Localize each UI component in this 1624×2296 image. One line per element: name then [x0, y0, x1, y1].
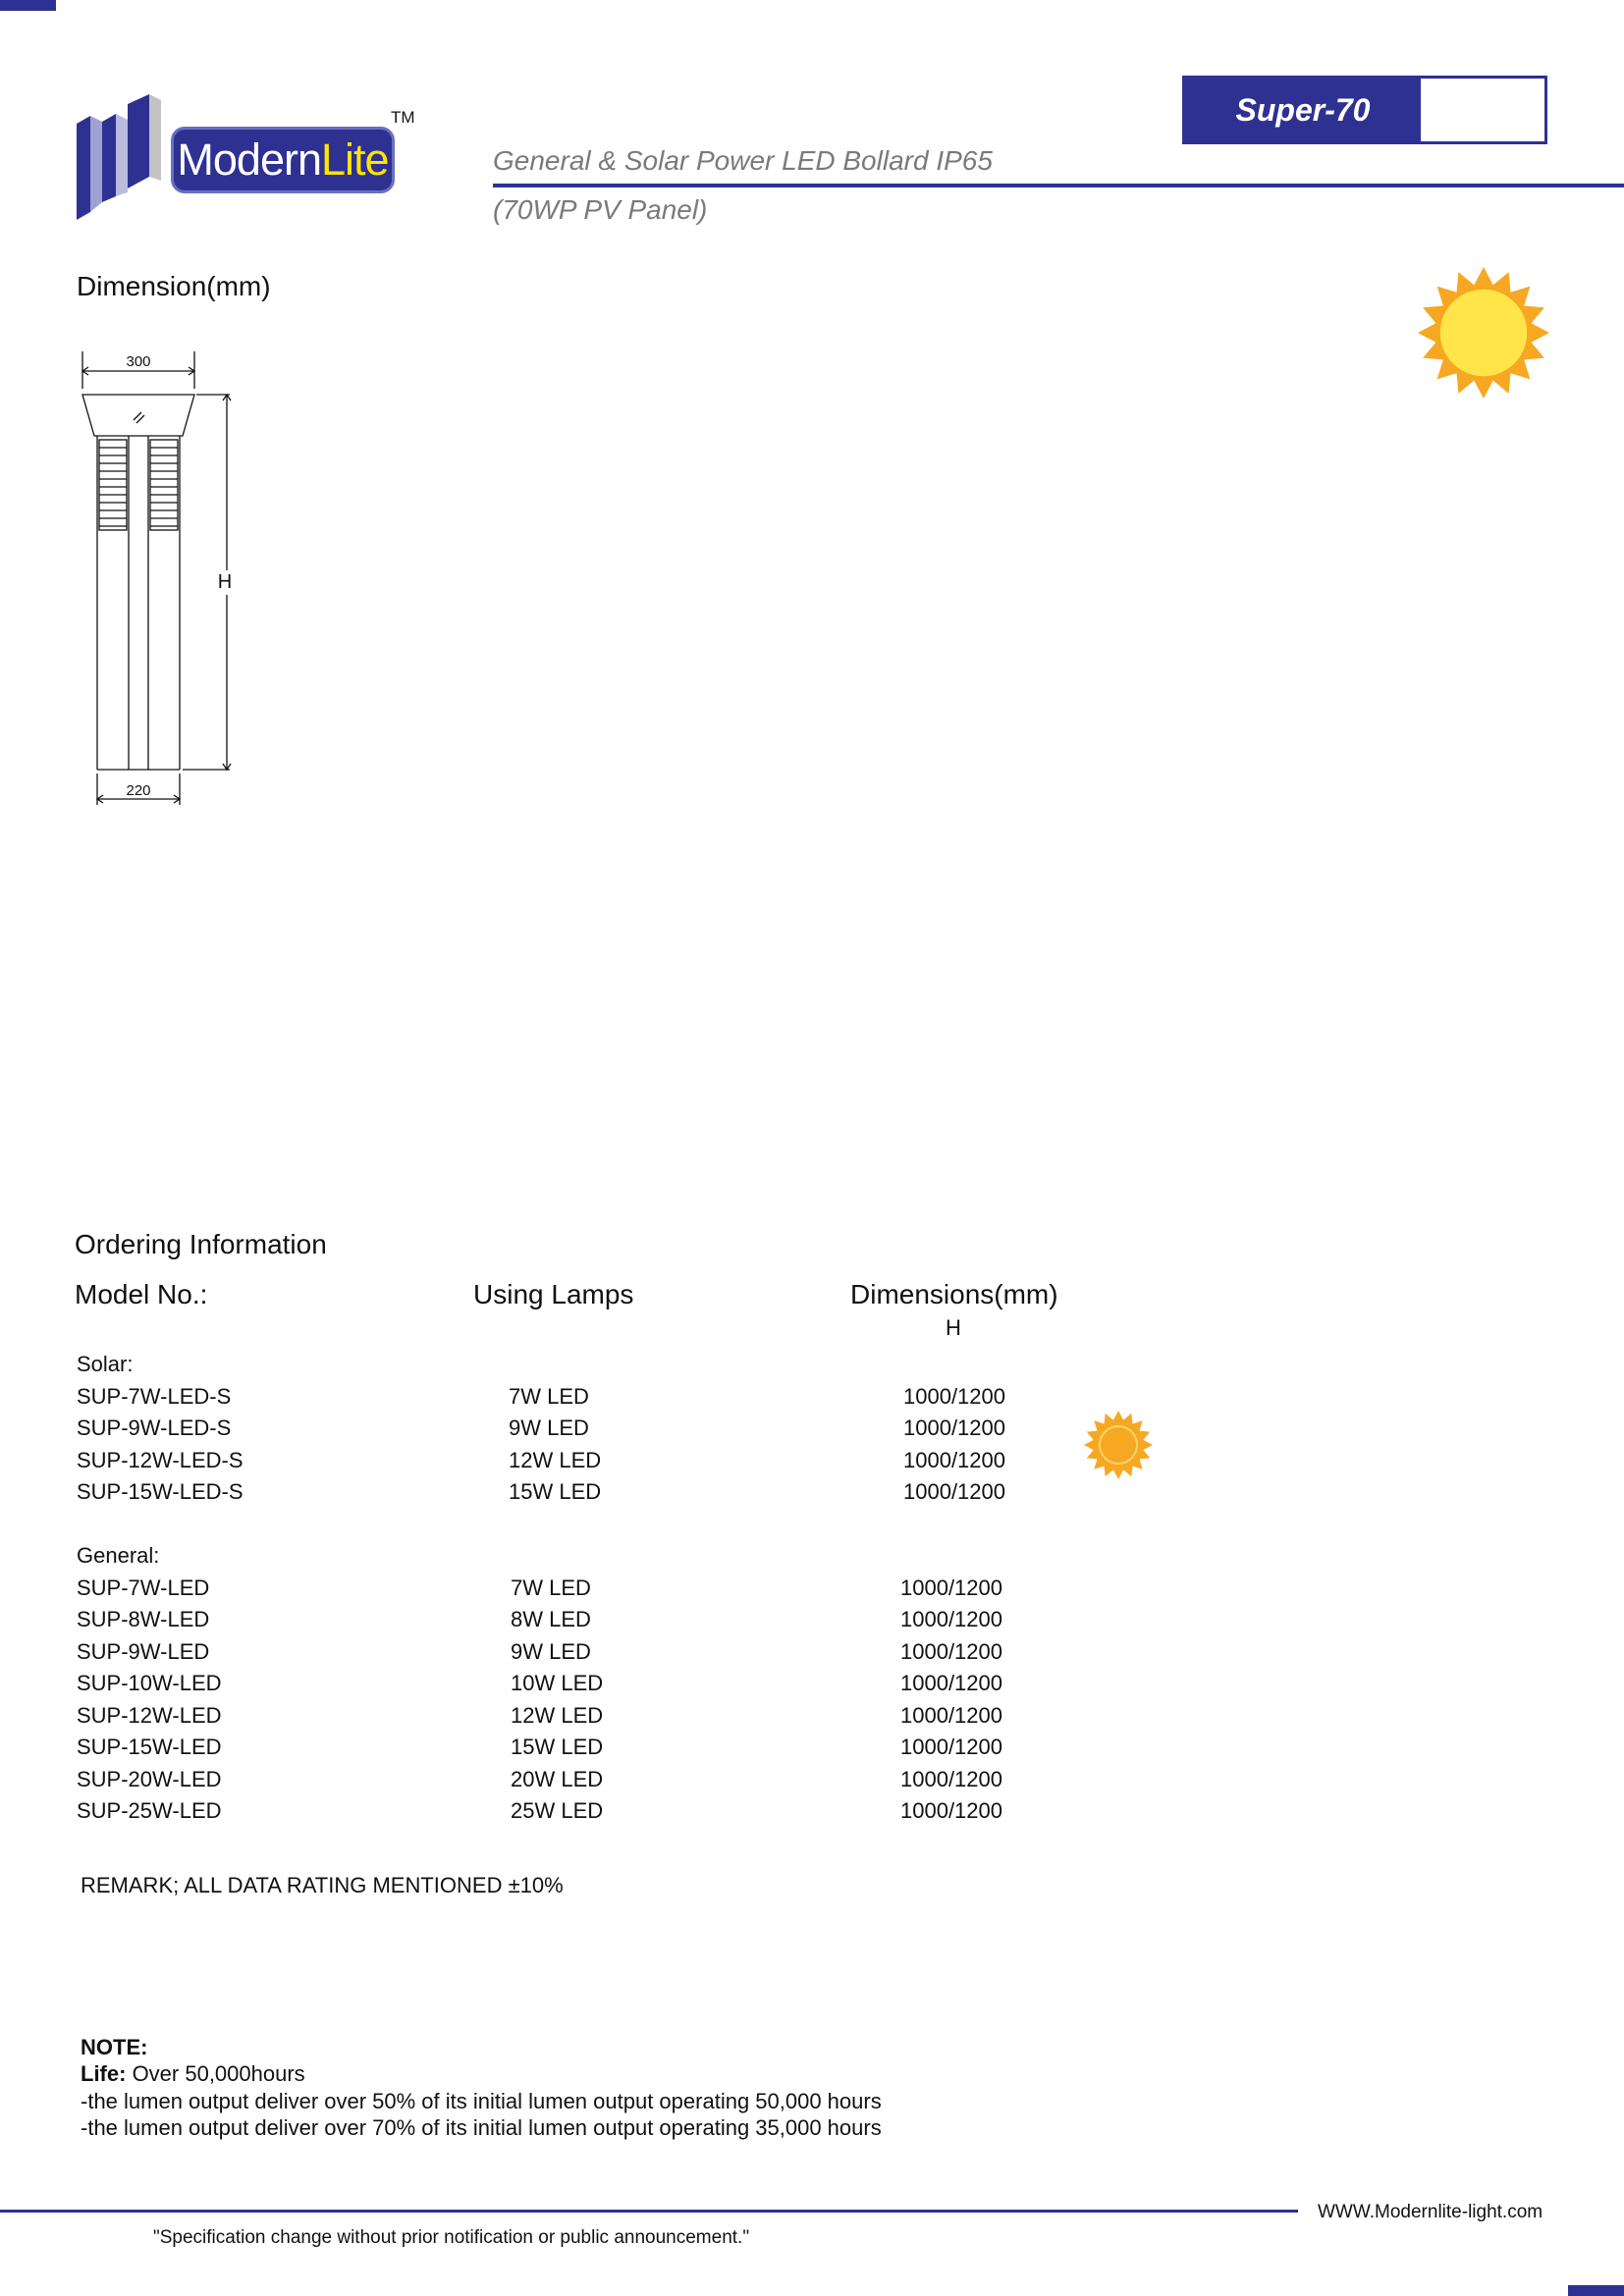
ordering-title: Ordering Information: [75, 1229, 327, 1259]
corner-accent-bottom: [1568, 2285, 1624, 2296]
table-row-model: SUP-8W-LED: [77, 1607, 210, 1631]
trademark-mark: TM: [391, 108, 415, 127]
table-row-dimension: 1000/1200: [900, 1671, 1002, 1695]
note-life: [81, 2061, 305, 2087]
logo-wordmark: ModernLite: [171, 127, 395, 193]
sun-icon: [1418, 267, 1549, 399]
note-line: -the lumen output deliver over 70% of its initial lumen output operating 35,000 hours: [81, 2115, 882, 2140]
table-row-dimension: 1000/1200: [900, 1607, 1002, 1631]
table-row-model: SUP-10W-LED: [77, 1671, 222, 1695]
group-label-solar: Solar:: [77, 1352, 134, 1376]
col-header-lamps: Using Lamps: [473, 1279, 634, 1309]
table-row-dimension: 1000/1200: [900, 1575, 1002, 1600]
table-row-lamp: 9W LED: [511, 1639, 591, 1664]
dimension-heading: Dimension(mm): [77, 271, 271, 301]
table-row-dimension: 1000/1200: [900, 1798, 1002, 1823]
table-row-dimension: 1000/1200: [900, 1735, 1002, 1759]
top-width-label: 300: [126, 353, 151, 370]
header-rule: [493, 184, 1624, 187]
table-row-model: SUP-12W-LED: [77, 1703, 222, 1728]
table-row-lamp: 7W LED: [511, 1575, 591, 1600]
note-line: -the lumen output deliver over 50% of its initial lumen output operating 50,000 hours: [81, 2089, 882, 2113]
note-life-value: Over 50,000hours: [126, 2061, 305, 2086]
table-row-model: SUP-7W-LED: [77, 1575, 210, 1600]
note-life-label: Life:: [81, 2061, 127, 2086]
group-label-general: General:: [77, 1543, 160, 1568]
table-row-lamp: 8W LED: [511, 1607, 591, 1631]
col-subheader-height: H: [946, 1315, 961, 1340]
logo-pillars-icon: [77, 94, 165, 222]
table-row-model: SUP-9W-LED-S: [77, 1415, 232, 1440]
footer-rule: [0, 2210, 1298, 2213]
table-row-dimension: 1000/1200: [903, 1415, 1005, 1440]
product-tag-label: Super-70: [1185, 79, 1421, 141]
table-row-lamp: 15W LED: [509, 1479, 602, 1504]
table-row-lamp: 10W LED: [511, 1671, 604, 1695]
table-row-dimension: 1000/1200: [900, 1767, 1002, 1791]
table-row-model: SUP-20W-LED: [77, 1767, 222, 1791]
table-row-lamp: 15W LED: [511, 1735, 604, 1759]
table-row-lamp: 25W LED: [511, 1798, 604, 1823]
table-row-dimension: 1000/1200: [900, 1703, 1002, 1728]
small-sun-icon: [1084, 1411, 1153, 1479]
table-row-dimension: 1000/1200: [900, 1639, 1002, 1664]
base-width-label: 220: [126, 782, 151, 799]
footer-disclaimer: "Specification change without prior notification or public announcement.": [153, 2227, 750, 2248]
table-row-model: SUP-15W-LED: [77, 1735, 222, 1759]
website-link[interactable]: WWW.Modernlite-light.com: [1318, 2202, 1543, 2222]
brand-logo: [77, 94, 420, 222]
table-row-lamp: 9W LED: [509, 1415, 589, 1440]
table-row-lamp: 12W LED: [511, 1703, 604, 1728]
table-row-dimension: 1000/1200: [903, 1448, 1005, 1472]
table-row-model: SUP-9W-LED: [77, 1639, 210, 1664]
table-row-model: SUP-25W-LED: [77, 1798, 222, 1823]
table-row-lamp: 12W LED: [509, 1448, 602, 1472]
table-row-lamp: 7W LED: [509, 1384, 589, 1409]
col-header-dimensions: Dimensions(mm): [850, 1279, 1058, 1309]
table-row-model: SUP-15W-LED-S: [77, 1479, 244, 1504]
table-row-model: SUP-12W-LED-S: [77, 1448, 244, 1472]
table-row-dimension: 1000/1200: [903, 1384, 1005, 1409]
product-tag: [1182, 76, 1547, 144]
corner-accent-top: [0, 0, 56, 11]
table-row-dimension: 1000/1200: [903, 1479, 1005, 1504]
col-header-model: Model No.:: [75, 1279, 208, 1309]
note-heading: NOTE:: [81, 2035, 148, 2059]
table-row-model: SUP-7W-LED-S: [77, 1384, 232, 1409]
remark-text: REMARK; ALL DATA RATING MENTIONED ±10%: [81, 1873, 564, 1897]
product-subtitle-panel: (70WP PV Panel): [493, 194, 708, 225]
table-row-lamp: 20W LED: [511, 1767, 604, 1791]
product-subtitle: General & Solar Power LED Bollard IP65: [493, 145, 993, 176]
bollard-dimension-drawing: [75, 349, 251, 813]
height-label: H: [217, 571, 233, 593]
